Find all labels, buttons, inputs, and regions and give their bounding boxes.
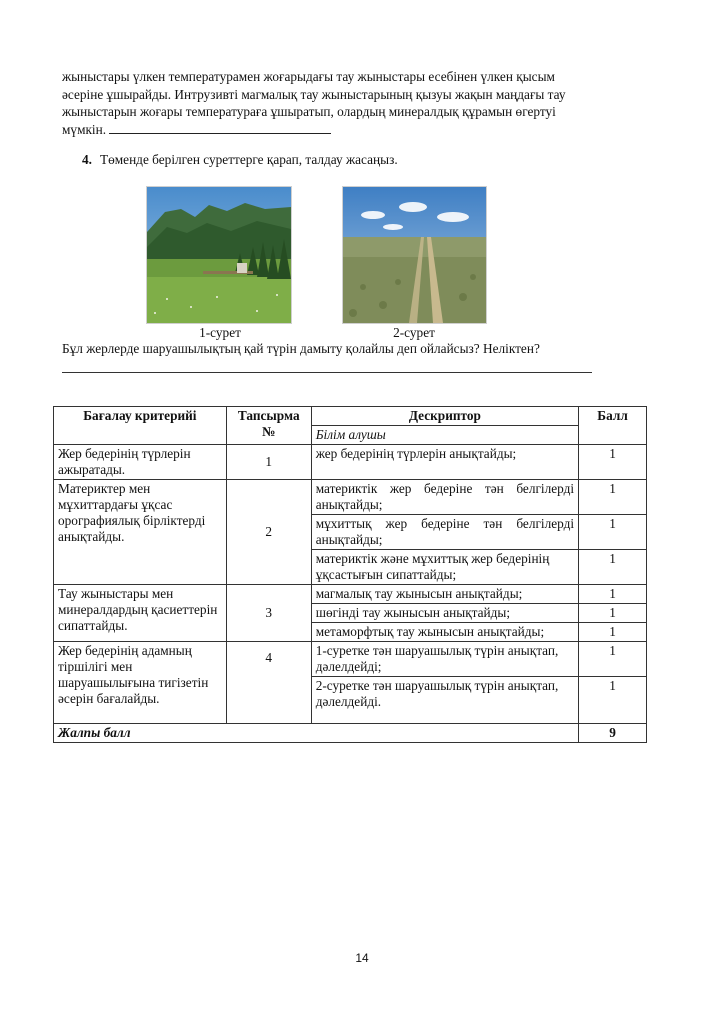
descriptor-cell: метаморфтық тау жынысын анықтайды; — [311, 623, 578, 642]
score-cell: 1 — [579, 550, 647, 585]
intro-line-4-text: мүмкін. — [62, 121, 107, 137]
score-cell: 1 — [579, 515, 647, 550]
descriptor-cell: 1-суретке тән шаруашылық түрін анықтап, дәлелдейді; — [311, 642, 578, 677]
header-score: Балл — [579, 407, 647, 445]
task-text: Төменде берілген суреттерге қарап, талдау жасаңыз. — [99, 152, 398, 167]
descriptor-cell: 2-суретке тән шаруашылық түрін анықтап, дәлелдейді. — [311, 677, 578, 724]
criterion-cell: Жер бедерінің адамның тіршілігі мен шаруашылығына тигізетін әсерін бағалайды. — [54, 642, 227, 724]
intro-paragraph — [62, 68, 642, 138]
table-row — [54, 480, 647, 515]
descriptor-cell: шөгінді тау жынысын анықтайды; — [311, 604, 578, 623]
answer-blank — [109, 121, 331, 134]
total-value: 9 — [579, 724, 647, 743]
question-text: Бұл жерлерде шаруашылықтың қай түрін дамыту қолайлы деп ойлайсыз? Неліктен? — [62, 341, 540, 356]
table-row — [54, 585, 647, 604]
header-descriptor: Дескриптор — [311, 407, 578, 426]
header-descriptor-sub: Білім алушы — [311, 426, 578, 445]
table-row — [54, 642, 647, 677]
header-criterion: Бағалау критерийі — [54, 407, 227, 445]
score-cell: 1 — [579, 480, 647, 515]
photo-steppe — [342, 186, 487, 324]
table-header-row — [54, 407, 647, 426]
total-label: Жалпы балл — [54, 724, 579, 743]
descriptor-cell: материктік жер бедеріне тән белгілерді анықтайды; — [311, 480, 578, 515]
criterion-cell: Жер бедерінің түрлерін ажыратады. — [54, 445, 227, 480]
intro-line-3: жыныстарын жоғары температураға ұшыратып, олардың минералдық құрамын өгертуі — [62, 104, 556, 119]
score-cell: 1 — [579, 623, 647, 642]
task-number-cell: 3 — [226, 585, 311, 642]
criterion-cell: Материктер мен мұхиттардағы ұқсас орографиялық бірліктерді анықтайды. — [54, 480, 227, 585]
score-cell: 1 — [579, 642, 647, 677]
steppe-image — [343, 187, 486, 323]
rubric-table — [53, 406, 647, 743]
task-4-heading — [82, 152, 398, 168]
task-number-cell: 2 — [226, 480, 311, 585]
intro-line-1: жыныстары үлкен температурамен жоғарыдағы тау жыныстары есебінен үлкен қысым — [62, 69, 555, 84]
intro-line-4 — [62, 121, 642, 139]
total-row — [54, 724, 647, 743]
intro-line-2: әсеріне ұшырайды. Интрузивті магмалық тау жыныстарының қызуы жақын маңдағы тау — [62, 86, 566, 102]
caption-photo-2: 2-сурет — [393, 325, 435, 340]
task-number-cell: 4 — [226, 642, 311, 724]
header-task: Тапсырма № — [226, 407, 311, 445]
caption-photo-1: 1-сурет — [199, 325, 241, 340]
answer-line — [62, 372, 592, 373]
descriptor-cell: жер бедерінің түрлерін анықтайды; — [311, 445, 578, 480]
descriptor-cell: материктік және мұхиттық жер бедерінің ұқсастығын сипаттайды; — [311, 550, 578, 585]
descriptor-cell: магмалық тау жынысын анықтайды; — [311, 585, 578, 604]
score-cell: 1 — [579, 604, 647, 623]
page-number: 14 — [355, 951, 369, 965]
descriptor-cell: мұхиттық жер бедеріне тән белгілерді анықтайды; — [311, 515, 578, 550]
score-cell: 1 — [579, 585, 647, 604]
photo-mountain-meadow — [146, 186, 292, 324]
mountain-meadow-image — [147, 187, 291, 323]
score-cell: 1 — [579, 445, 647, 480]
criterion-cell: Тау жыныстары мен минералдардың қасиеттерін сипаттайды. — [54, 585, 227, 642]
score-cell: 1 — [579, 677, 647, 724]
task-number-cell: 1 — [226, 445, 311, 480]
task-number: 4. — [82, 152, 92, 167]
table-row — [54, 445, 647, 480]
